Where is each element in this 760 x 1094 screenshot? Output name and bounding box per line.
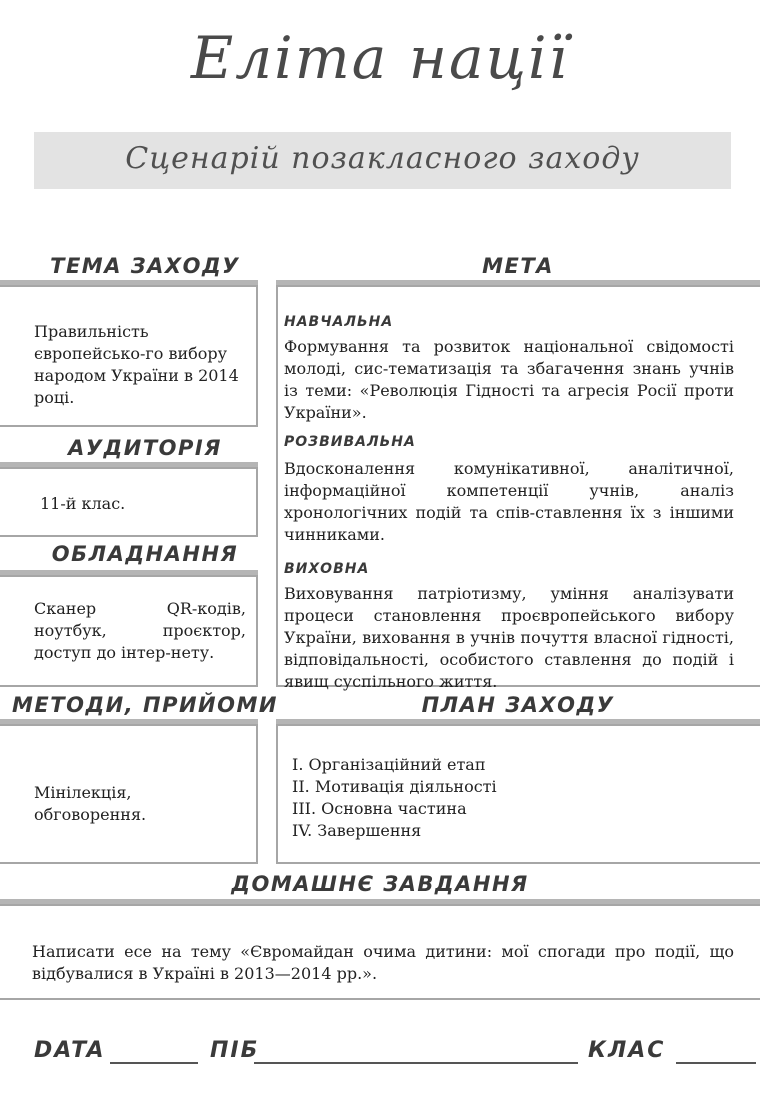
- methods-heading: МЕТОДИ, ПРИЙОМИ: [12, 693, 278, 717]
- date-field[interactable]: [110, 1062, 198, 1064]
- methods-text: Мінілекція, обговорення.: [34, 783, 147, 824]
- goal-heading: МЕТА: [482, 254, 554, 278]
- topic-heading: ТЕМА ЗАХОДУ: [50, 254, 240, 278]
- plan-list: [292, 754, 692, 842]
- homework-heading: ДОМАШНЄ ЗАВДАННЯ: [231, 872, 529, 896]
- date-label: DATA: [34, 1038, 106, 1063]
- name-label: ПІБ: [210, 1038, 260, 1063]
- audience-text: 11-й клас.: [40, 494, 126, 513]
- equipment-text: Сканер QR-кодів, ноутбук, проєктор, доступ до інтер-нету.: [34, 599, 246, 662]
- goal-developmental-text: Вдосконалення комунікативної, аналітичної, інформаційної компетенції учнів, аналіз хронологічних подій та спів-ставлення їх з іншими чинниками.: [284, 459, 734, 544]
- plan-item: ІІІ. Основна частина: [292, 799, 467, 818]
- goal-educational-text: Формування та розвиток національної свідомості молоді, сис-тематизація та збагачення знань учнів із теми: «Революція Гідності та агресія Росії проти України».: [284, 337, 734, 422]
- audience-heading: АУДИТОРІЯ: [68, 436, 222, 460]
- name-field[interactable]: [254, 1062, 578, 1064]
- topic-text: Правильність європейсько-го вибору народом України в 2014 році.: [34, 322, 239, 407]
- goal-upbringing-text: Виховування патріотизму, уміння аналізувати процеси становлення проєвропейського вибору України, виховання в учнів почуття власної гідності, відповідальності, особистого ставлення до подій і явищ суспільного життя.: [284, 584, 734, 691]
- page-subtitle: Сценарій позакласного заходу: [125, 141, 640, 176]
- class-label: КЛАС: [588, 1038, 666, 1063]
- plan-item: ІV. Завершення: [292, 821, 422, 840]
- goal-upbringing-label: ВИХОВНА: [284, 561, 370, 577]
- equipment-heading: ОБЛАДНАННЯ: [51, 542, 239, 566]
- plan-heading: ПЛАН ЗАХОДУ: [421, 693, 615, 717]
- goal-educational-label: НАВЧАЛЬНА: [284, 314, 394, 330]
- plan-item: ІІ. Мотивація діяльності: [292, 777, 497, 796]
- plan-item: І. Організаційний етап: [292, 755, 486, 774]
- class-field[interactable]: [676, 1062, 756, 1064]
- goal-developmental-label: РОЗВИВАЛЬНА: [284, 434, 416, 450]
- page-title: Еліта нації: [190, 24, 570, 92]
- homework-text: Написати есе на тему «Євромайдан очима дитини: мої спогади про події, що відбувалися в Україні в 2013—2014 рр.».: [32, 942, 734, 983]
